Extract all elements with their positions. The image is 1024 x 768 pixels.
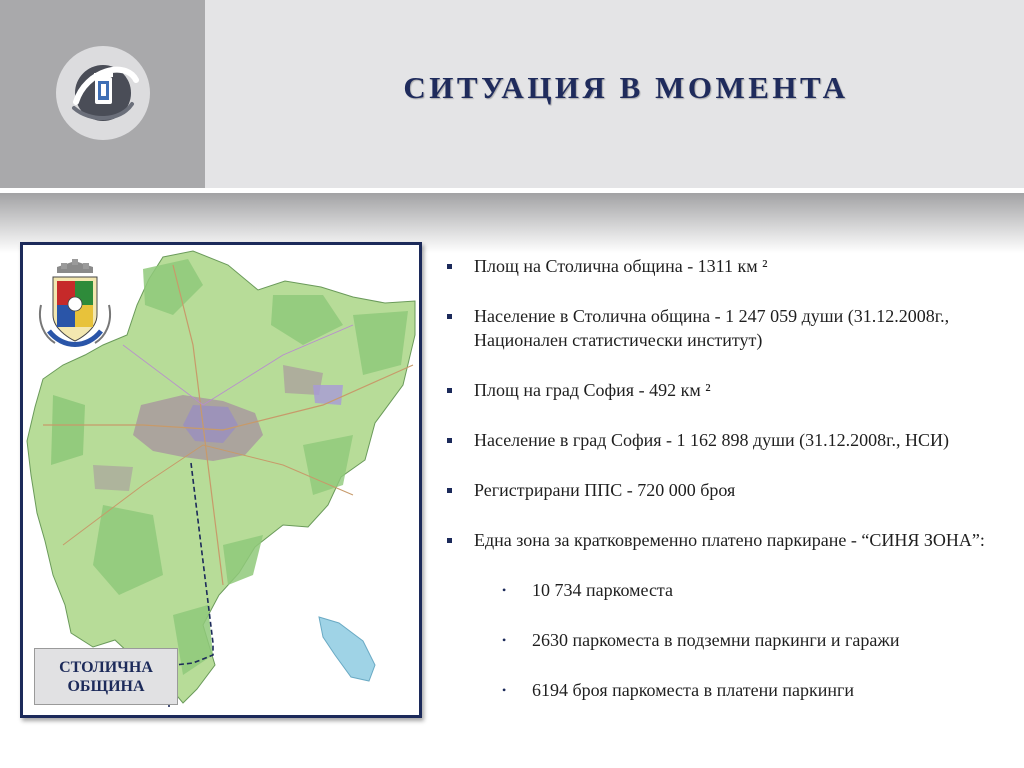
map-label-line-1: СТОЛИЧНА xyxy=(59,658,153,676)
fact-item: Площ на Столична община - 1311 км ² xyxy=(444,254,1019,278)
fact-item: Население в град София - 1 162 898 души (31.12.2008г., НСИ) xyxy=(444,428,1019,452)
map-label-stolichna-obshtina xyxy=(34,648,178,705)
coat-of-arms-icon xyxy=(40,259,110,345)
sub-fact-item: • 10 734 паркоместа xyxy=(444,578,1019,602)
fact-item: Площ на град София - 492 км ² xyxy=(444,378,1019,402)
page-title: СИТУАЦИЯ В МОМЕНТА xyxy=(403,70,849,105)
logo-panel xyxy=(0,0,205,188)
map-label-line-2: ОБЩИНА xyxy=(67,677,145,695)
fact-item: Регистрирани ППС - 720 000 броя xyxy=(444,478,1019,502)
sub-fact-item: • 2630 паркоместа в подземни паркинги и гаражи xyxy=(444,628,1019,652)
fact-item: Една зона за кратковременно платено паркиране - “СИНЯ ЗОНА”: xyxy=(444,528,1019,552)
fact-item: Население в Столична община - 1 247 059 души (31.12.2008г., Национален статистически институт) xyxy=(444,304,1019,352)
facts-list xyxy=(444,254,1019,728)
sofia-municipality-emblem-icon xyxy=(56,46,150,140)
sub-fact-item: • 6194 броя паркоместа в платени паркинги xyxy=(444,678,1019,702)
sub-facts-container xyxy=(444,578,1019,702)
sub-facts-list xyxy=(444,578,1019,702)
map-panel xyxy=(20,242,422,718)
